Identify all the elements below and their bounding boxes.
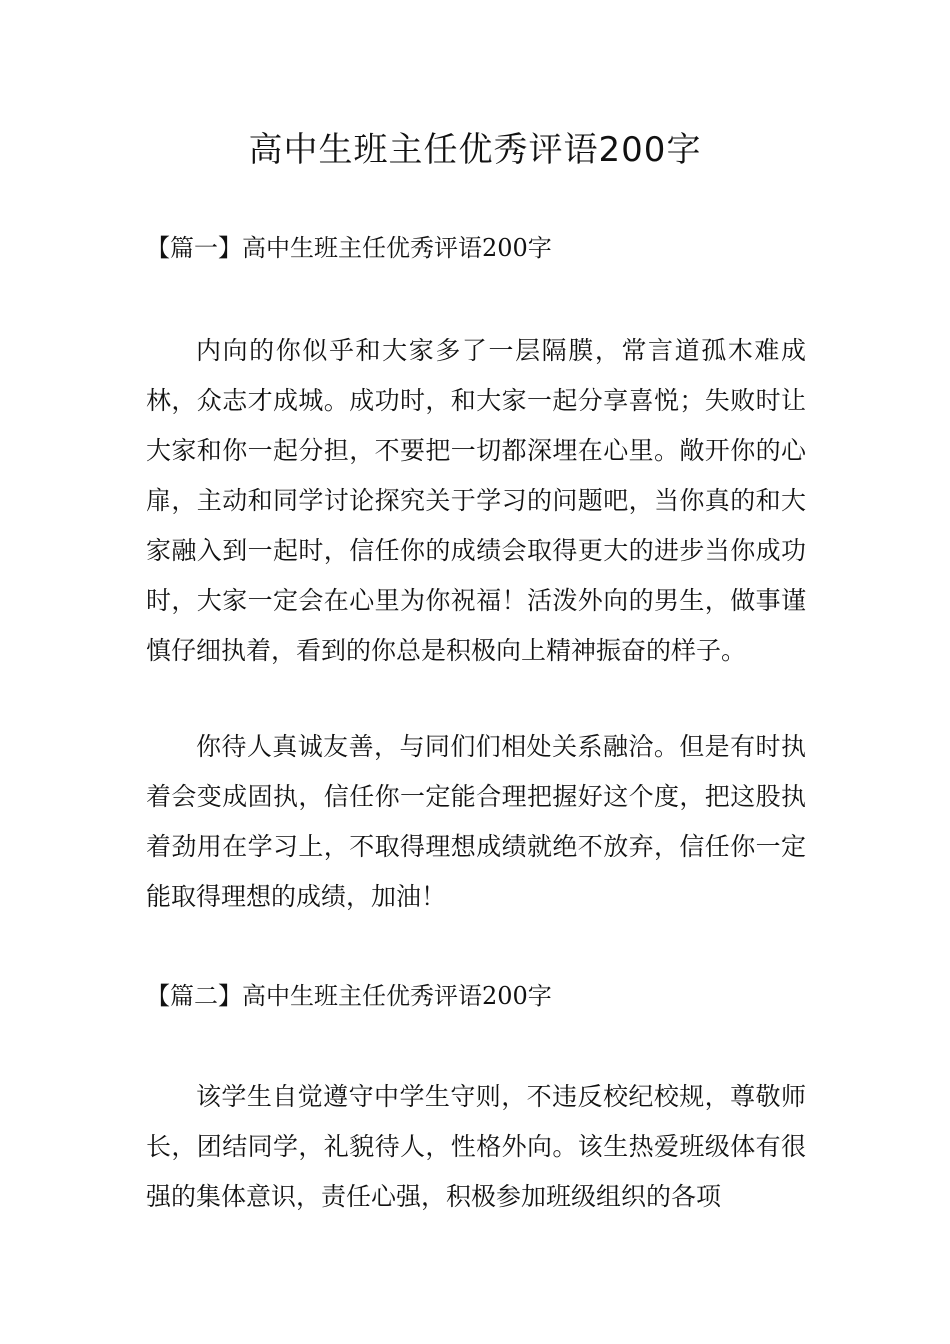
section-heading-2: 【篇二】高中生班主任优秀评语200字 [146,982,552,1010]
section-1-paragraph-2: 你待人真诚友善，与同们们相处关系融洽。但是有时执着会变成固执，信任你一定能合理把握好这个度，把这股执着劲用在学习上，不取得理想成绩就绝不放弃，信任你一定能取得理想的成绩，加油！ [146,732,806,911]
section-1-paragraph-1: 内向的你似乎和大家多了一层隔膜，常言道孤木难成林，众志才成城。成功时，和大家一起分享喜悦；失败时让大家和你一起分担，不要把一切都深埋在心里。敞开你的心扉，主动和同学讨论探究关于学习的问题吧，当你真的和大家融入到一起时，信任你的成绩会取得更大的进步当你成功时，大家一定会在心里为你祝福！活泼外向的男生，做事谨慎仔细执着，看到的你总是积极向上精神振奋的样子。 [146,336,806,665]
document-title: 高中生班主任优秀评语200字 [248,130,702,170]
section-heading-1: 【篇一】高中生班主任优秀评语200字 [146,234,552,262]
section-2-paragraph-1: 该学生自觉遵守中学生守则，不违反校纪校规，尊敬师长，团结同学，礼貌待人，性格外向。该生热爱班级体有很强的集体意识，责任心强，积极参加班级组织的各项 [146,1082,806,1211]
